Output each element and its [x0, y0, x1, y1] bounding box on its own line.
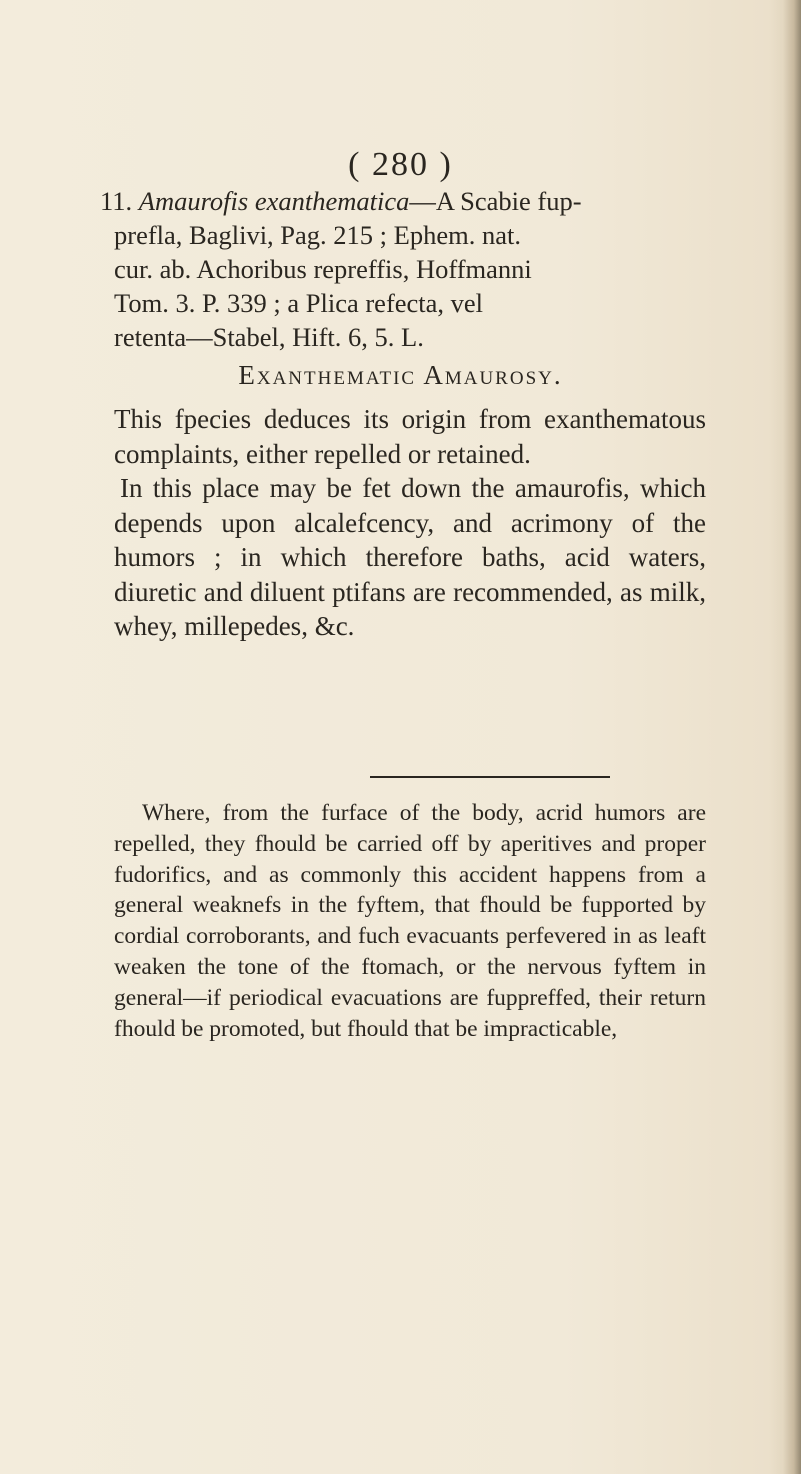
footnote-paragraph: Where, from the furface of the body, acrid humors are repelled, they fhould be carried off by aperitives and proper fudorifics, and as commonly this accident happens from a general weaknefs in the fyftem, that fhould be fupported by cordial corroborants, and fuch evacuants perfevered in as leaft weaken the tone of the ftomach, or the nervous fyftem in general—if periodical evacuations are fuppreffed, their return fhould be promoted, but fhould that be impracticable,	[114, 800, 706, 1042]
main-text	[114, 402, 706, 644]
section-heading: Exanthematic Amaurosy.	[238, 360, 563, 390]
footnote-block	[114, 798, 706, 1044]
paragraph: This fpecies deduces its origin from exanthematous complaints, either repelled or retained.	[114, 404, 706, 469]
latin-entry-line: Tom. 3. P. 339 ; a Plica refecta, vel	[114, 288, 484, 318]
divider-rule	[370, 776, 610, 778]
page-edge-shadow	[783, 0, 801, 1474]
latin-entry-line: retenta—Stabel, Hift. 6, 5. L.	[114, 322, 424, 352]
paragraph: In this place may be fet down the amaurofis, which depends upon alcalefcency, and acrimony of the humors ; in which therefore baths, acid waters, diuretic and diluent ptifans are recommended, as milk, whey, millepedes, &c.	[114, 473, 706, 641]
latin-entry	[100, 184, 706, 354]
latin-entry-line: cur. ab. Achoribus repreffis, Hoffmanni	[114, 254, 532, 284]
entry-number: 11.	[100, 186, 133, 216]
page-number: ( 280 )	[348, 146, 453, 183]
entry-title: Amaurofis exanthematica	[138, 186, 410, 216]
latin-entry-line: prefla, Baglivi, Pag. 215 ; Ephem. nat.	[114, 220, 521, 250]
entry-first-line-tail: —A Scabie fup-	[409, 186, 582, 216]
latin-entry-first-line	[100, 184, 706, 218]
